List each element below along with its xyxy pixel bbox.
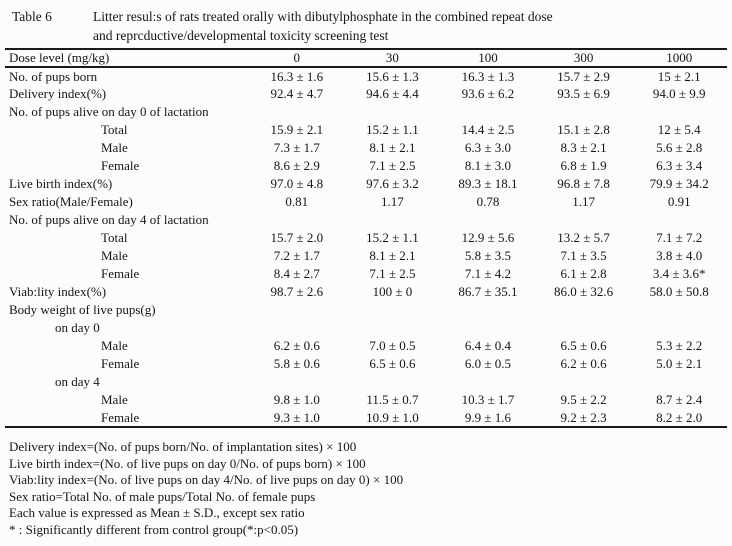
- cell-value: 89.3 ± 18.1: [458, 176, 518, 191]
- cell-value: 9.2 ± 2.3: [560, 409, 607, 425]
- footnote-line: Sex ratio=Total No. of male pups/Total No. of female pups: [9, 488, 316, 504]
- cell-value: 16.3 ± 1.6: [270, 68, 324, 84]
- cell-value: 8.7 ± 2.4: [656, 392, 703, 407]
- cell-value: 7.3 ± 1.7: [273, 140, 320, 155]
- cell-value: 8.6 ± 2.9: [273, 158, 320, 173]
- cell-value: 0.78: [476, 194, 500, 209]
- cell-value: 58.0 ± 50.8: [649, 284, 709, 299]
- cell-value: 98.7 ± 2.6: [270, 284, 324, 299]
- table-row: [5, 355, 727, 373]
- row-label: Male: [101, 248, 128, 263]
- cell-value: 7.1 ± 4.2: [464, 266, 512, 281]
- cell-value: [249, 319, 345, 337]
- cell-value: [631, 211, 727, 229]
- footnotes: [9, 439, 722, 538]
- cell-value: 6.5 ± 0.6: [369, 356, 416, 371]
- row-label: Total: [101, 230, 128, 245]
- table-title-line2: and reprcductive/developmental toxicity screening test: [93, 28, 389, 43]
- cell-value: 10.3 ± 1.7: [461, 392, 515, 407]
- footnote-line: * : Significantly different from control group(*:p<0.05): [9, 521, 299, 537]
- table-row: [5, 265, 727, 283]
- cell-value: 94.6 ± 4.4: [366, 86, 419, 101]
- cell-value: 96.8 ± 7.8: [557, 176, 610, 191]
- row-label: Viab:lity index(%): [9, 284, 107, 299]
- cell-value: [631, 103, 727, 121]
- table-row: [5, 193, 727, 211]
- row-label: Male: [101, 140, 128, 155]
- dose-level-header: Dose level (mg/kg): [5, 49, 249, 67]
- footnote-line: Live birth index=(No. of live pups on day 0/No. of pups born) × 100: [9, 455, 366, 471]
- cell-value: 3.8 ± 4.0: [656, 248, 703, 263]
- cell-value: 15.2 ± 1.1: [366, 230, 419, 245]
- table-row: [5, 301, 727, 319]
- cell-value: [440, 373, 536, 391]
- cell-value: 5.3 ± 2.2: [656, 338, 703, 353]
- cell-value: 97.6 ± 3.2: [366, 176, 419, 191]
- row-label: No. of pups alive on day 4 of lactation: [9, 212, 209, 227]
- table-row: [5, 211, 727, 229]
- footnote-line: Delivery index=(No. of pups born/No. of implantation sites) × 100: [9, 439, 357, 454]
- table-body: [5, 67, 727, 427]
- row-label: Female: [101, 409, 140, 425]
- table-row: [5, 121, 727, 139]
- cell-value: 12.9 ± 5.6: [461, 230, 515, 245]
- cell-value: 86.7 ± 35.1: [458, 284, 518, 299]
- cell-value: [440, 319, 536, 337]
- table-row: [5, 283, 727, 301]
- cell-value: 6.2 ± 0.6: [560, 356, 607, 371]
- cell-value: [631, 301, 727, 319]
- row-label: Live birth index(%): [9, 176, 113, 191]
- cell-value: [440, 103, 536, 121]
- cell-value: 15.6 ± 1.3: [366, 68, 419, 84]
- table-row: [5, 373, 727, 391]
- footnote-line: Each value is expressed as Mean ± S.D., except sex ratio: [9, 505, 305, 520]
- row-label: No. of pups born: [9, 68, 98, 84]
- table-row: [5, 391, 727, 409]
- cell-value: 8.1 ± 2.1: [369, 248, 416, 263]
- cell-value: [536, 373, 632, 391]
- cell-value: 1.17: [572, 194, 595, 209]
- cell-value: [249, 373, 345, 391]
- row-label: Female: [101, 266, 140, 281]
- cell-value: 9.5 ± 2.2: [560, 392, 607, 407]
- cell-value: 7.1 ± 2.5: [369, 158, 416, 173]
- row-label: on day 4: [55, 374, 100, 389]
- cell-value: 100 ± 0: [372, 284, 413, 299]
- cell-value: 6.5 ± 0.6: [560, 338, 607, 353]
- cell-value: [249, 103, 345, 121]
- cell-value: [536, 211, 632, 229]
- table-row: [5, 157, 727, 175]
- row-label: No. of pups alive on day 0 of lactation: [9, 104, 209, 119]
- cell-value: 7.1 ± 7.2: [656, 230, 703, 245]
- cell-value: [536, 301, 632, 319]
- dose-column-300: 300: [536, 49, 632, 67]
- cell-value: 0.91: [667, 194, 691, 209]
- dose-column-0: 0: [249, 49, 345, 67]
- table-header-row: [5, 49, 727, 67]
- cell-value: 14.4 ± 2.5: [461, 122, 515, 137]
- cell-value: 7.0 ± 0.5: [369, 338, 416, 353]
- cell-value: 0.81: [285, 194, 309, 209]
- row-label: Body weight of live pups(g): [9, 302, 156, 317]
- dose-column-30: 30: [345, 49, 441, 67]
- cell-value: [440, 211, 536, 229]
- cell-value: 93.5 ± 6.9: [557, 86, 610, 101]
- cell-value: 15.1 ± 2.8: [557, 122, 610, 137]
- cell-value: 6.2 ± 0.6: [273, 338, 320, 353]
- cell-value: 16.3 ± 1.3: [461, 68, 515, 84]
- cell-value: [345, 301, 441, 319]
- row-label: on day 0: [55, 320, 100, 335]
- cell-value: 15.7 ± 2.0: [270, 230, 324, 245]
- cell-value: 15 ± 2.1: [657, 68, 701, 84]
- cell-value: 6.4 ± 0.4: [464, 338, 512, 353]
- table-row: [5, 85, 727, 103]
- cell-value: 9.3 ± 1.0: [273, 409, 320, 425]
- cell-value: 97.0 ± 4.8: [270, 176, 324, 191]
- litter-results-table: [5, 48, 727, 428]
- cell-value: 7.1 ± 2.5: [369, 266, 416, 281]
- row-label: Female: [101, 356, 140, 371]
- table-number: Table 6: [12, 9, 52, 24]
- cell-value: 8.1 ± 2.1: [369, 140, 416, 155]
- cell-value: [631, 373, 727, 391]
- row-label: Male: [101, 338, 128, 353]
- cell-value: 13.2 ± 5.7: [557, 230, 610, 245]
- cell-value: 8.4 ± 2.7: [273, 266, 320, 281]
- dose-column-100: 100: [440, 49, 536, 67]
- cell-value: [345, 373, 441, 391]
- cell-value: [631, 319, 727, 337]
- cell-value: 7.2 ± 1.7: [273, 248, 320, 263]
- table-row: [5, 247, 727, 265]
- cell-value: 9.9 ± 1.6: [464, 409, 512, 425]
- cell-value: 93.6 ± 6.2: [461, 86, 515, 101]
- row-label: Female: [101, 158, 140, 173]
- row-label: Total: [101, 122, 128, 137]
- cell-value: 15.9 ± 2.1: [270, 122, 324, 137]
- cell-value: 5.8 ± 0.6: [273, 356, 320, 371]
- cell-value: 6.3 ± 3.4: [656, 158, 703, 173]
- table-title: [93, 7, 722, 45]
- cell-value: 6.1 ± 2.8: [560, 266, 607, 281]
- cell-value: [345, 211, 441, 229]
- cell-value: 12 ± 5.4: [657, 122, 701, 137]
- cell-value: 5.6 ± 2.8: [656, 140, 703, 155]
- table-caption: [0, 0, 732, 45]
- cell-value: [345, 103, 441, 121]
- table-row: [5, 67, 727, 85]
- cell-value: 8.2 ± 2.0: [656, 409, 703, 425]
- table-row: [5, 337, 727, 355]
- cell-value: 15.7 ± 2.9: [557, 68, 610, 84]
- cell-value: 8.3 ± 2.1: [560, 140, 607, 155]
- cell-value: 9.8 ± 1.0: [273, 392, 320, 407]
- cell-value: 5.0 ± 2.1: [656, 356, 703, 371]
- cell-value: 5.8 ± 3.5: [464, 248, 512, 263]
- table-title-line1: Litter resul:s of rats treated orally with dibutylphosphate in the combined repeat dose: [93, 9, 553, 24]
- row-label: Male: [101, 392, 128, 407]
- table-row: [5, 103, 727, 121]
- cell-value: [536, 319, 632, 337]
- cell-value: 10.9 ± 1.0: [366, 409, 419, 425]
- row-label: Delivery index(%): [9, 86, 107, 101]
- table-row: [5, 229, 727, 247]
- cell-value: 92.4 ± 4.7: [270, 86, 324, 101]
- cell-value: [345, 319, 441, 337]
- cell-value: 15.2 ± 1.1: [366, 122, 419, 137]
- cell-value: 11.5 ± 0.7: [366, 392, 419, 407]
- table-row: [5, 319, 727, 337]
- cell-value: 8.1 ± 3.0: [464, 158, 512, 173]
- cell-value: [249, 301, 345, 319]
- cell-value: 6.8 ± 1.9: [560, 158, 607, 173]
- cell-value: 1.17: [381, 194, 404, 209]
- cell-value: 86.0 ± 32.6: [554, 284, 614, 299]
- cell-value: [249, 211, 345, 229]
- cell-value: 3.4 ± 3.6*: [652, 266, 706, 281]
- row-label: Sex ratio(Male/Female): [9, 194, 133, 209]
- table-row: [5, 409, 727, 427]
- cell-value: 6.3 ± 3.0: [464, 140, 512, 155]
- table-row: [5, 139, 727, 157]
- table-row: [5, 175, 727, 193]
- footnote-line: Viab:lity index=(No. of live pups on day 4/No. of live pups on day 0) × 100: [9, 472, 404, 487]
- cell-value: [440, 301, 536, 319]
- cell-value: [536, 103, 632, 121]
- cell-value: 6.0 ± 0.5: [464, 356, 512, 371]
- cell-value: 94.0 ± 9.9: [652, 86, 706, 101]
- dose-column-1000: 1000: [631, 49, 727, 67]
- cell-value: 7.1 ± 3.5: [560, 248, 607, 263]
- cell-value: 79.9 ± 34.2: [649, 176, 709, 191]
